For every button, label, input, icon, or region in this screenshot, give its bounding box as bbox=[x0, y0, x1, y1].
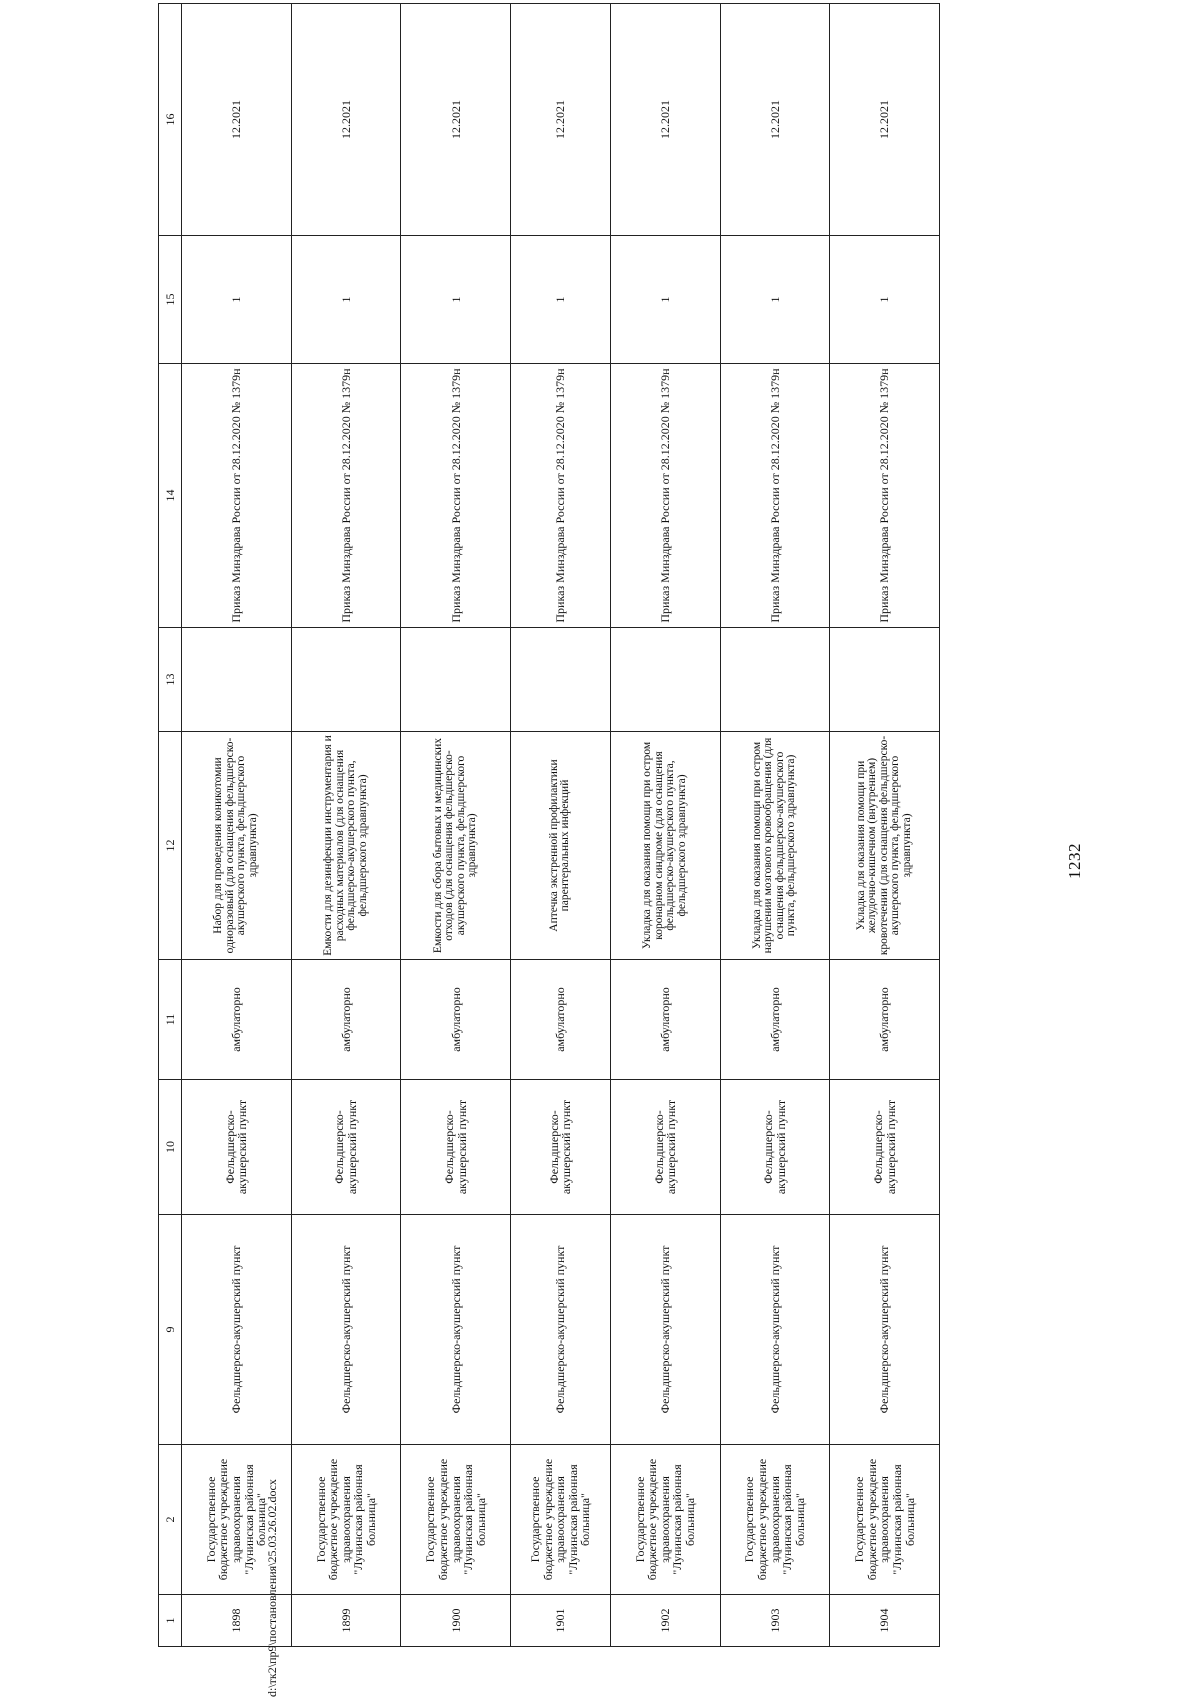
table-row bbox=[830, 4, 940, 1647]
quantity-cell: 1 bbox=[182, 236, 292, 364]
equipment-name-cell: Аптечка экстренной профилактики парентеральных инфекций bbox=[511, 732, 611, 960]
date-cell: 12.2021 bbox=[401, 4, 511, 236]
care-type-cell: амбулаторно bbox=[291, 960, 401, 1080]
division-cell: Фельдшерско-акушерский пункт bbox=[291, 1080, 401, 1215]
care-type-cell: амбулаторно bbox=[511, 960, 611, 1080]
quantity-cell: 1 bbox=[511, 236, 611, 364]
quantity-cell: 1 bbox=[720, 236, 830, 364]
row-number: 1901 bbox=[511, 1595, 611, 1647]
empty-cell bbox=[511, 628, 611, 732]
care-type-cell: амбулаторно bbox=[610, 960, 720, 1080]
division-cell: Фельдшерско-акушерский пункт bbox=[511, 1080, 611, 1215]
row-number: 1902 bbox=[610, 1595, 720, 1647]
table-row bbox=[401, 4, 511, 1647]
empty-cell bbox=[401, 628, 511, 732]
equipment-name-cell: Набор для проведения коникотомии одноразовый (для оснащения фельдшерско-акушерского пункта, фельдшерского здравпункта) bbox=[182, 732, 292, 960]
table-row bbox=[720, 4, 830, 1647]
care-type-cell: амбулаторно bbox=[182, 960, 292, 1080]
column-header: 1 bbox=[159, 1595, 182, 1647]
institution-cell: Государственное бюджетное учреждение здравоохранения "Лунинская районная больница" bbox=[720, 1445, 830, 1595]
division-cell: Фельдшерско-акушерский пункт bbox=[830, 1080, 940, 1215]
row-number: 1900 bbox=[401, 1595, 511, 1647]
division-cell: Фельдшерско-акушерский пункт bbox=[720, 1080, 830, 1215]
regulation-cell: Приказ Минздрава России от 28.12.2020 № 1379н bbox=[610, 364, 720, 628]
unit-cell: Фельдшерско-акушерский пункт bbox=[401, 1215, 511, 1445]
institution-cell: Государственное бюджетное учреждение здравоохранения "Лунинская районная больница" bbox=[291, 1445, 401, 1595]
empty-cell bbox=[182, 628, 292, 732]
column-header: 13 bbox=[159, 628, 182, 732]
row-number: 1903 bbox=[720, 1595, 830, 1647]
institution-cell: Государственное бюджетное учреждение здравоохранения "Лунинская районная больница" bbox=[830, 1445, 940, 1595]
date-cell: 12.2021 bbox=[511, 4, 611, 236]
care-type-cell: амбулаторно bbox=[720, 960, 830, 1080]
page-number: 1232 bbox=[1065, 843, 1084, 879]
row-number: 1904 bbox=[830, 1595, 940, 1647]
table-header-row bbox=[159, 4, 182, 1647]
unit-cell: Фельдшерско-акушерский пункт bbox=[291, 1215, 401, 1445]
care-type-cell: амбулаторно bbox=[830, 960, 940, 1080]
empty-cell bbox=[610, 628, 720, 732]
unit-cell: Фельдшерско-акушерский пункт bbox=[720, 1215, 830, 1445]
table-row bbox=[291, 4, 401, 1647]
regulation-cell: Приказ Минздрава России от 28.12.2020 № 1379н bbox=[182, 364, 292, 628]
division-cell: Фельдшерско-акушерский пункт bbox=[401, 1080, 511, 1215]
equipment-name-cell: Укладка для оказания помощи при желудочно-кишечном (внутреннем) кровотечении (для оснащения фельдшерско-акушерского пункта, фельдшерского здравпункта) bbox=[830, 732, 940, 960]
table-row bbox=[610, 4, 720, 1647]
empty-cell bbox=[720, 628, 830, 732]
regulation-cell: Приказ Минздрава России от 28.12.2020 № 1379н bbox=[401, 364, 511, 628]
quantity-cell: 1 bbox=[610, 236, 720, 364]
quantity-cell: 1 bbox=[291, 236, 401, 364]
institution-cell: Государственное бюджетное учреждение здравоохранения "Лунинская районная больница" bbox=[401, 1445, 511, 1595]
column-header: 12 bbox=[159, 732, 182, 960]
unit-cell: Фельдшерско-акушерский пункт bbox=[610, 1215, 720, 1445]
institution-cell: Государственное бюджетное учреждение здравоохранения "Лунинская районная больница" bbox=[182, 1445, 292, 1595]
division-cell: Фельдшерско-акушерский пункт bbox=[182, 1080, 292, 1215]
date-cell: 12.2021 bbox=[291, 4, 401, 236]
quantity-cell: 1 bbox=[401, 236, 511, 364]
date-cell: 12.2021 bbox=[610, 4, 720, 236]
unit-cell: Фельдшерско-акушерский пункт bbox=[511, 1215, 611, 1445]
division-cell: Фельдшерско-акушерский пункт bbox=[610, 1080, 720, 1215]
row-number: 1899 bbox=[291, 1595, 401, 1647]
column-header: 15 bbox=[159, 236, 182, 364]
unit-cell: Фельдшерско-акушерский пункт bbox=[182, 1215, 292, 1445]
regulation-cell: Приказ Минздрава России от 28.12.2020 № 1379н bbox=[291, 364, 401, 628]
equipment-name-cell: Укладка для оказания помощи при остром нарушении мозгового кровообращения (для оснащения фельдшерско-акушерского пункта, фельдшерского здравпункта) bbox=[720, 732, 830, 960]
table-row bbox=[511, 4, 611, 1647]
care-type-cell: амбулаторно bbox=[401, 960, 511, 1080]
institution-cell: Государственное бюджетное учреждение здравоохранения "Лунинская районная больница" bbox=[511, 1445, 611, 1595]
column-header: 16 bbox=[159, 4, 182, 236]
unit-cell: Фельдшерско-акушерский пункт bbox=[830, 1215, 940, 1445]
quantity-cell: 1 bbox=[830, 236, 940, 364]
column-header: 11 bbox=[159, 960, 182, 1080]
institution-cell: Государственное бюджетное учреждение здравоохранения "Лунинская районная больница" bbox=[610, 1445, 720, 1595]
regulation-cell: Приказ Минздрава России от 28.12.2020 № 1379н bbox=[830, 364, 940, 628]
date-cell: 12.2021 bbox=[830, 4, 940, 236]
equipment-name-cell: Емкости для сбора бытовых и медицинских отходов (для оснащения фельдшерско-акушерского пункта, фельдшерского здравпункта) bbox=[401, 732, 511, 960]
empty-cell bbox=[291, 628, 401, 732]
empty-cell bbox=[830, 628, 940, 732]
column-header: 10 bbox=[159, 1080, 182, 1215]
column-header: 2 bbox=[159, 1445, 182, 1595]
date-cell: 12.2021 bbox=[182, 4, 292, 236]
date-cell: 12.2021 bbox=[720, 4, 830, 236]
regulation-cell: Приказ Минздрава России от 28.12.2020 № 1379н bbox=[720, 364, 830, 628]
column-header: 14 bbox=[159, 364, 182, 628]
regulation-cell: Приказ Минздрава России от 28.12.2020 № 1379н bbox=[511, 364, 611, 628]
column-header: 9 bbox=[159, 1215, 182, 1445]
row-number: 1898 bbox=[182, 1595, 292, 1647]
equipment-name-cell: Емкости для дезинфекции инструментария и расходных материалов (для оснащения фельдшерско-акушерского пункта, фельдшерского здравпункта) bbox=[291, 732, 401, 960]
footer-file-path: d:\тк2\пр9\постановления\25.03.26.02.docx bbox=[265, 1479, 279, 1697]
equipment-name-cell: Укладка для оказания помощи при остром коронарном синдроме (для оснащения фельдшерско-акушерского пункта, фельдшерского здравпункта) bbox=[610, 732, 720, 960]
